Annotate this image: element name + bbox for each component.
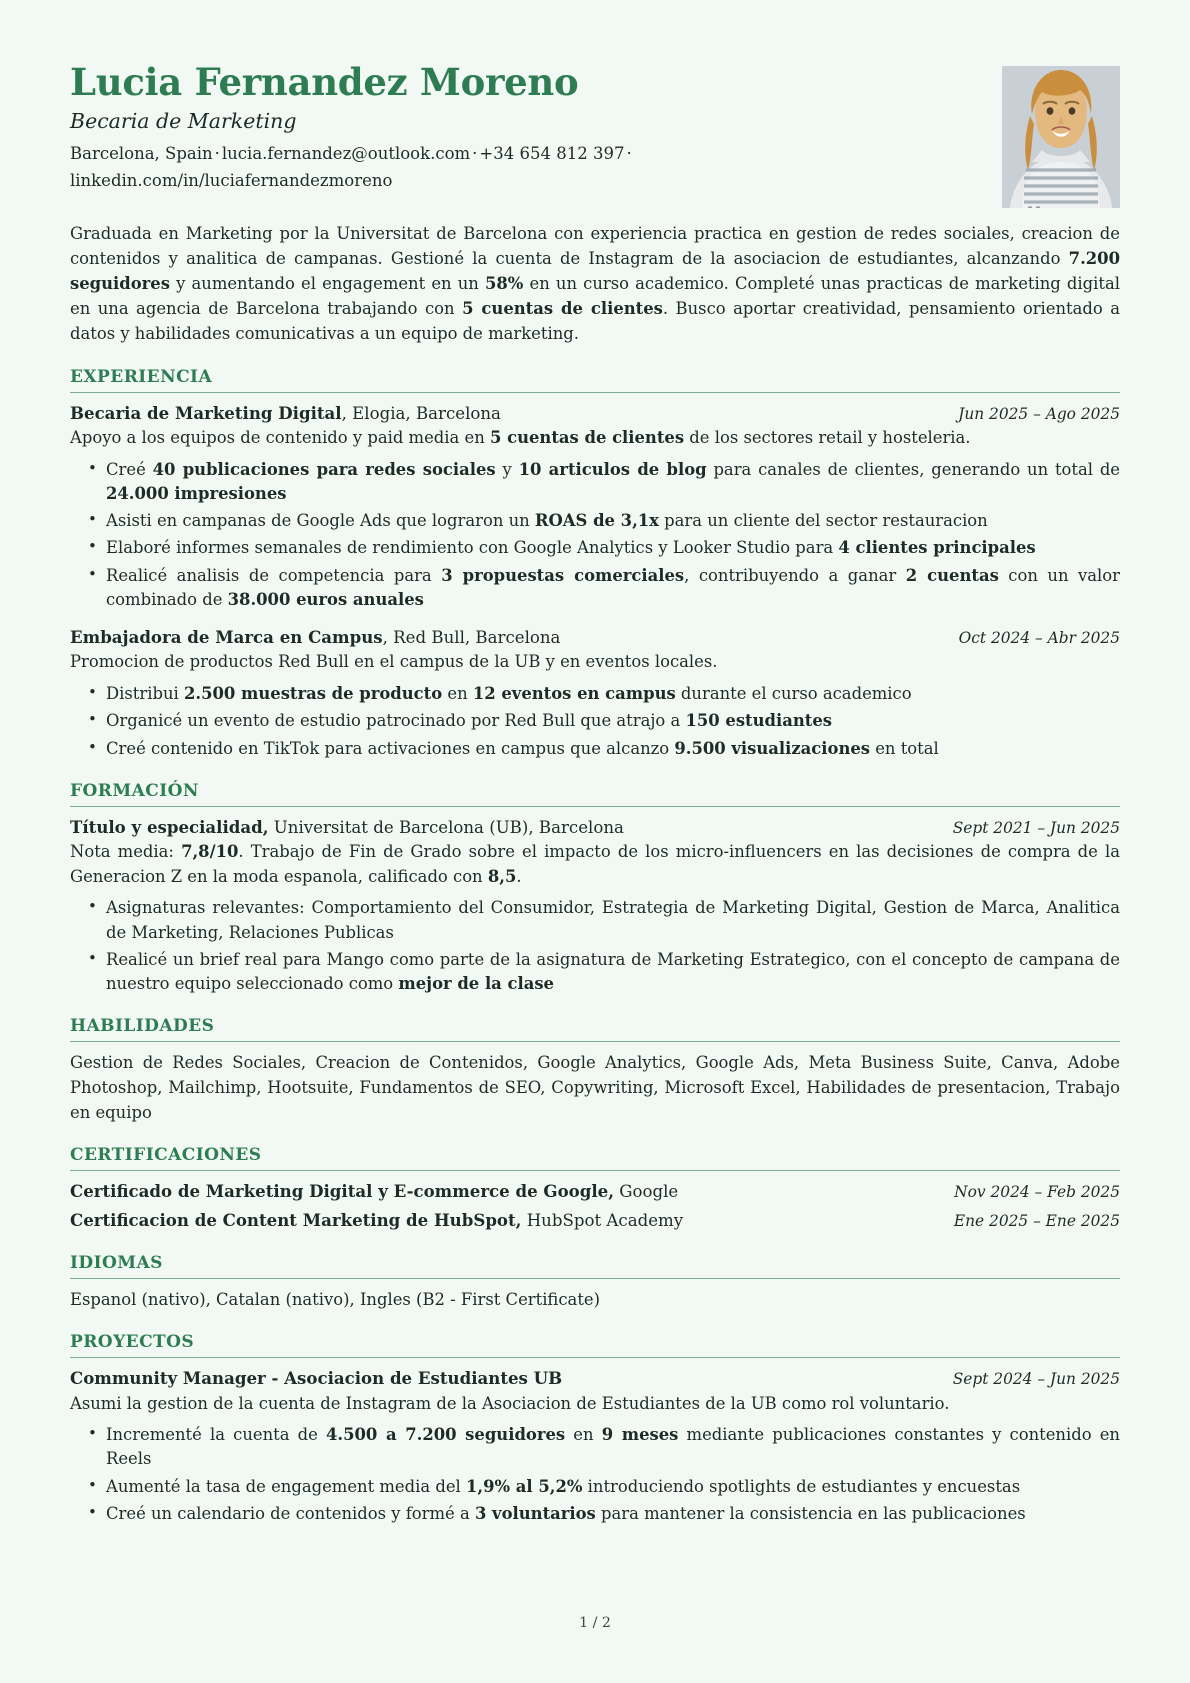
entry-header-row (70, 1209, 1120, 1232)
contact-linkedin[interactable]: linkedin.com/in/luciafernandezmoreno (70, 170, 393, 190)
entry-date: Nov 2024 – Feb 2025 (954, 1183, 1120, 1202)
bullet-bold: 40 publicaciones para redes sociales (152, 459, 496, 479)
entry-date: Sept 2024 – Jun 2025 (952, 1370, 1120, 1389)
entry-header-row (70, 626, 1120, 649)
bullet-bold: 3 voluntarios (474, 1503, 596, 1523)
bullet-text: Creé un calendario de contenidos y formé a (106, 1503, 475, 1523)
contact-line (70, 141, 710, 194)
desc-text-2: . Trabajo de Fin de Grado sobre el impacto de los micro-influencers en las decisiones de compra de la Generacion Z en la moda espanola, calificado con (70, 842, 1120, 886)
entry-title (70, 816, 624, 839)
summary-bold-2: 58% (484, 273, 524, 293)
bullet-text: Asignaturas relevantes: Comportamiento del Consumidor, Estrategia de Marketing Digital, Gestion de Marca, Analitica de Marketing, Relaciones Publicas (106, 898, 1120, 942)
contact-separator-3: · (626, 144, 632, 164)
experience-entry (70, 626, 1120, 761)
list-item (88, 682, 1120, 706)
entry-date: Sept 2021 – Jun 2025 (952, 818, 1120, 837)
bullet-text: Asisti en campanas de Google Ads que lograron un (106, 511, 535, 531)
entry-degree: Título y especialidad, (70, 816, 269, 837)
certification-entry (70, 1209, 1120, 1232)
bullet-bold: 10 articulos de blog (518, 459, 707, 479)
section-heading-certificaciones: CERTIFICACIONES (70, 1145, 262, 1166)
entry-bullet-list (70, 896, 1120, 996)
contact-phone[interactable]: +34 654 812 397 (479, 144, 625, 164)
contact-email[interactable]: lucia.fernandez@outlook.com (221, 144, 471, 164)
bullet-bold: 2.500 muestras de producto (183, 684, 443, 704)
bullet-text: Elaboré informes semanales de rendimiento con Google Analytics y Looker Studio para (106, 538, 839, 558)
section-heading-habilidades: HABILIDADES (70, 1016, 215, 1037)
certification-name: Certificacion de Content Marketing de HubSpot, (70, 1210, 522, 1231)
skills-text: Gestion de Redes Sociales, Creacion de Contenidos, Google Analytics, Google Ads, Meta Business Suite, Canva, Adobe Photoshop, Mailchimp, Hootsuite, Fundamentos de SEO, Copywriting, Microsoft Excel, Habilidades de presentacion, Trabajo en equipo (70, 1053, 1120, 1122)
page-title: Lucia Fernandez Moreno (70, 60, 579, 104)
bullet-text: introduciendo spotlights de estudiantes y encuestas (582, 1476, 1021, 1496)
entry-school: Universitat de Barcelona (UB), Barcelona (268, 817, 624, 837)
bullet-text: en total (870, 738, 939, 758)
entry-position: Embajadora de Marca en Campus (70, 627, 383, 648)
bullet-text: para un cliente del sector restauracion (658, 511, 988, 531)
entry-title (70, 1367, 562, 1390)
list-item (88, 948, 1120, 997)
section-formacion (70, 781, 1120, 997)
section-habilidades (70, 1016, 1120, 1125)
bullet-text: mediante publicaciones constantes y contenido en Reels (106, 1425, 1120, 1469)
experience-entry (70, 402, 1120, 613)
section-proyectos (70, 1332, 1120, 1526)
section-certificaciones (70, 1145, 1120, 1232)
bullet-text: y (495, 459, 519, 479)
summary-text-4: . Busco aportar creatividad, pensamiento orientado a datos y habilidades comunicativas a un equipo de marketing. (70, 298, 1120, 343)
bullet-bold: 9.500 visualizaciones (674, 738, 871, 758)
summary-paragraph (70, 222, 1120, 347)
entry-header-row (70, 1180, 1120, 1203)
section-divider (70, 1357, 1120, 1358)
entry-description: Promocion de productos Red Bull en el campus de la UB y en eventos locales. (70, 652, 718, 672)
bullet-text: para canales de clientes, generando un total de (706, 459, 1121, 479)
section-heading-formacion: FORMACIÓN (70, 780, 199, 801)
desc-text-1: Apoyo a los equipos de contenido y paid media en (70, 427, 490, 447)
bullet-text: Organicé un evento de estudio patrocinado por Red Bull que atrajo a (106, 711, 686, 731)
bullet-bold: 12 eventos en campus (472, 684, 676, 704)
section-experiencia (70, 367, 1120, 761)
summary-bold-1: 7.200 seguidores (70, 248, 1120, 293)
bullet-text: Realicé un brief real para Mango como parte de la asignatura de Marketing Estrategico, con el concepto de campana de nuestro equipo seleccionado como (106, 949, 1120, 994)
list-item (88, 737, 1120, 761)
list-item (88, 536, 1120, 560)
desc-text-2: de los sectores retail y hosteleria. (684, 427, 971, 447)
list-item (88, 1475, 1120, 1499)
section-divider (70, 806, 1120, 807)
certification-entry (70, 1180, 1120, 1203)
entry-title (70, 402, 501, 425)
entry-bullet-list (70, 1423, 1120, 1526)
bullet-bold: 4.500 a 7.200 seguidores (325, 1425, 566, 1445)
bullet-bold: 38.000 euros anuales (227, 589, 424, 609)
summary-text-1: Graduada en Marketing por la Universitat de Barcelona con experiencia practica en gestion de redes sociales, creacion de contenidos y analitica de campanas. Gestioné la cuenta de Instagram de la asociacion de estudiantes, alcanzando (70, 224, 1120, 268)
entry-description: Asumi la gestion de la cuenta de Instagram de la Asociacion de Estudiantes de la UB como rol voluntario. (70, 1393, 950, 1413)
entry-header-row (70, 402, 1120, 425)
entry-position: Becaria de Marketing Digital (70, 402, 342, 423)
bullet-bold: 3 propuestas comerciales (441, 565, 685, 585)
list-item (88, 709, 1120, 733)
list-item (88, 509, 1120, 533)
entry-company: , Red Bull, Barcelona (382, 628, 561, 648)
desc-text-3: . (516, 866, 522, 886)
bullet-text: Distribui (106, 684, 184, 704)
entry-description (70, 840, 1120, 889)
summary-bold-3: 5 cuentas de clientes (462, 298, 663, 318)
entry-date: Ene 2025 – Ene 2025 (953, 1212, 1120, 1231)
bullet-text: con un valor combinado de (106, 565, 1120, 609)
desc-bold-1: 7,8/10 (181, 842, 239, 862)
bullet-bold: 1,9% al 5,2% (465, 1476, 583, 1496)
bullet-text: durante el curso academico (675, 684, 912, 704)
entry-date: Jun 2025 – Ago 2025 (958, 404, 1120, 423)
certification-issuer: Google (613, 1182, 679, 1202)
section-divider (70, 392, 1120, 393)
bullet-text: Aumenté la tasa de engagement media del (106, 1476, 466, 1496)
contact-separator-1: · (214, 144, 220, 164)
bullet-text: Realicé analisis de competencia para (106, 565, 442, 585)
list-item (88, 1502, 1120, 1526)
contact-separator-2: · (472, 144, 478, 164)
list-item (88, 896, 1120, 945)
section-divider (70, 1278, 1120, 1279)
page-number: 1 / 2 (579, 1615, 611, 1631)
entry-header-row (70, 1367, 1120, 1390)
bullet-bold: 24.000 impresiones (106, 483, 287, 503)
entry-title (70, 626, 560, 649)
desc-bold-2: 8,5 (487, 866, 517, 886)
section-idiomas (70, 1253, 1120, 1313)
bullet-text: Creé (106, 459, 153, 479)
list-item (88, 458, 1120, 507)
project-name: Community Manager - Asociacion de Estudiantes UB (70, 1368, 563, 1389)
entry-bullet-list (70, 682, 1120, 761)
education-entry (70, 816, 1120, 997)
certification-issuer: HubSpot Academy (521, 1211, 684, 1231)
header-text-block (70, 62, 910, 195)
entry-company: , Elogia, Barcelona (341, 403, 501, 423)
page-footer (0, 1615, 1190, 1631)
section-heading-experiencia: EXPERIENCIA (70, 366, 213, 387)
entry-description (70, 426, 1120, 451)
languages-text: Espanol (nativo), Catalan (nativo), Ingles (B2 - First Certificate) (70, 1289, 600, 1309)
bullet-text: en (565, 1425, 602, 1445)
desc-text-1: Nota media: (70, 842, 182, 862)
bullet-text: para mantener la consistencia en las publicaciones (595, 1503, 1026, 1523)
bullet-bold: mejor de la clase (398, 974, 554, 994)
project-entry (70, 1367, 1120, 1526)
bullet-text: , contribuyendo a ganar (684, 565, 906, 585)
avatar (1002, 66, 1120, 208)
desc-bold-1: 5 cuentas de clientes (490, 427, 685, 447)
section-divider (70, 1041, 1120, 1042)
entry-date: Oct 2024 – Abr 2025 (958, 629, 1120, 648)
entry-title (70, 1209, 683, 1232)
bullet-text: Incrementé la cuenta de (106, 1425, 326, 1445)
summary-text-3: en un curso academico. Completé unas practicas de marketing digital en una agencia de Barcelona trabajando con (70, 273, 1120, 318)
bullet-bold: 4 clientes principales (838, 538, 1036, 558)
contact-location: Barcelona, Spain (70, 144, 213, 164)
bullet-bold: 2 cuentas (905, 565, 999, 585)
entry-header-row (70, 816, 1120, 839)
list-item (88, 564, 1120, 613)
bullet-bold: 150 estudiantes (685, 711, 832, 731)
bullet-text: Creé contenido en TikTok para activaciones en campus que alcanzo (106, 738, 675, 758)
bullet-bold: 9 meses (601, 1425, 679, 1445)
job-title-subtitle: Becaria de Marketing (70, 109, 297, 134)
section-heading-proyectos: PROYECTOS (70, 1332, 195, 1353)
section-divider (70, 1170, 1120, 1171)
bullet-bold: ROAS de 3,1x (534, 511, 659, 531)
certification-name: Certificado de Marketing Digital y E-commerce de Google, (70, 1181, 614, 1202)
entry-title (70, 1180, 678, 1203)
section-heading-idiomas: IDIOMAS (70, 1252, 163, 1273)
entry-bullet-list (70, 458, 1120, 613)
list-item (88, 1423, 1120, 1472)
bullet-text: en (442, 684, 473, 704)
summary-text-2: y aumentando el engagement en un (169, 273, 485, 293)
resume-header (70, 62, 1120, 208)
